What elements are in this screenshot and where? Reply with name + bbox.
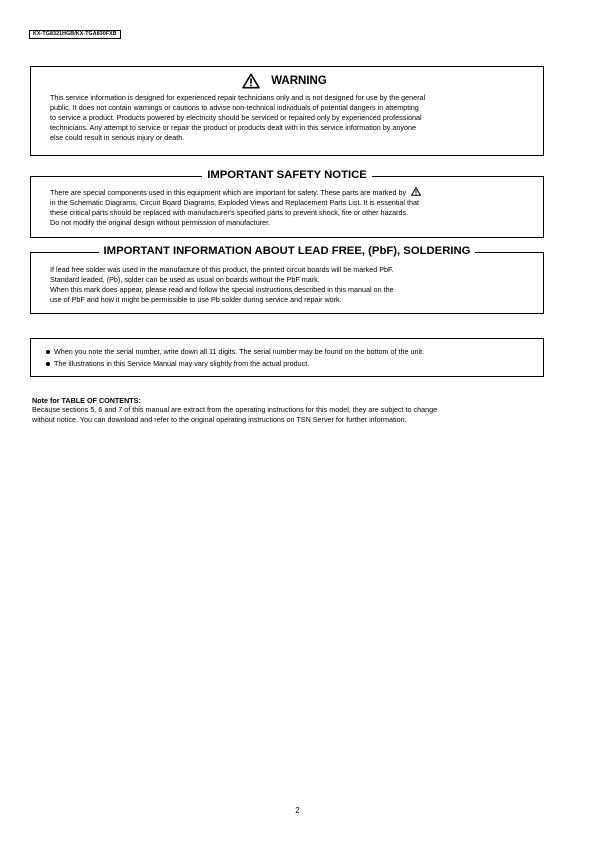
warning-line: else could result in serious injury or death. <box>50 133 185 142</box>
safety-notice-box <box>30 169 544 238</box>
lead-free-line: If lead free solder was used in the manufacture of this product, the printed circuit boards will be marked PbF. <box>50 265 394 274</box>
lead-free-line: use of PbF and how it might be permissible to use Pb solder during service and repair work. <box>50 295 342 304</box>
warning-line: to service a product. Products powered by electricity should be serviced or repaired only by experienced professional <box>50 113 422 122</box>
safety-notice-title: IMPORTANT SAFETY NOTICE <box>202 169 372 181</box>
warning-text <box>50 93 425 143</box>
warning-triangle-icon <box>242 73 260 89</box>
list-item <box>46 346 424 358</box>
warning-line: public. It does not contain warnings or cautions to advise non-technical individuals of potential dangers in attempting <box>50 103 419 112</box>
toc-note-line: Because sections 5, 6 and 7 of this manual are extract from the operating instructions for this model, they are subject to change <box>32 405 438 414</box>
warning-box <box>30 66 544 156</box>
toc-note-line: without notice. You can download and refer to the original operating instructions on TSN Server for further information. <box>32 415 407 424</box>
warning-triangle-icon <box>411 187 421 196</box>
safety-line: these critical parts should be replaced with manufacturer's specified parts to prevent shock, fire or other hazards. <box>50 208 409 217</box>
toc-note-text <box>32 405 437 425</box>
warning-heading <box>31 73 543 89</box>
warning-line: This service information is designed for experienced repair technicians only and is not designed for use by the general <box>50 93 426 102</box>
lead-free-box <box>30 245 544 314</box>
toc-note-title: Note for TABLE OF CONTENTS: <box>32 396 141 405</box>
lead-free-line: When this mark does appear, please read and follow the special instructions described in this manual on the <box>50 285 394 294</box>
lead-free-title: IMPORTANT INFORMATION ABOUT LEAD FREE, (PbF), SOLDERING <box>99 245 476 257</box>
notes-box <box>30 338 544 377</box>
notes-list <box>46 346 424 370</box>
safety-line: in the Schematic Diagrams, Circuit Board Diagrams, Exploded Views and Replacement Parts List. It is essential that <box>50 198 419 207</box>
lead-free-text <box>50 265 394 305</box>
page-number: 2 <box>295 806 300 815</box>
bullet-icon <box>46 362 50 366</box>
safety-line: Do not modify the original design without permission of manufacturer. <box>50 218 271 227</box>
lead-free-line: Standard leaded, (Pb), solder can be used as usual on boards without the PbF mark. <box>50 275 320 284</box>
warning-title: WARNING <box>266 75 332 87</box>
safety-line: There are special components used in this equipment which are important for safety. These parts are marked by <box>50 188 407 197</box>
bullet-icon <box>46 350 50 354</box>
safety-notice-text <box>50 187 421 228</box>
model-number-tag: KX-TG8321HGB/KX-TGA830FXB <box>29 30 121 39</box>
note-text: When you note the serial number, write down all 11 digits. The serial number may be found on the bottom of the unit. <box>54 347 425 356</box>
list-item <box>46 358 424 370</box>
note-text: The illustrations in this Service Manual may vary slightly from the actual product. <box>54 359 310 368</box>
warning-line: technicians. Any attempt to service or repair the product or products dealt with in this service information by anyone <box>50 123 416 132</box>
